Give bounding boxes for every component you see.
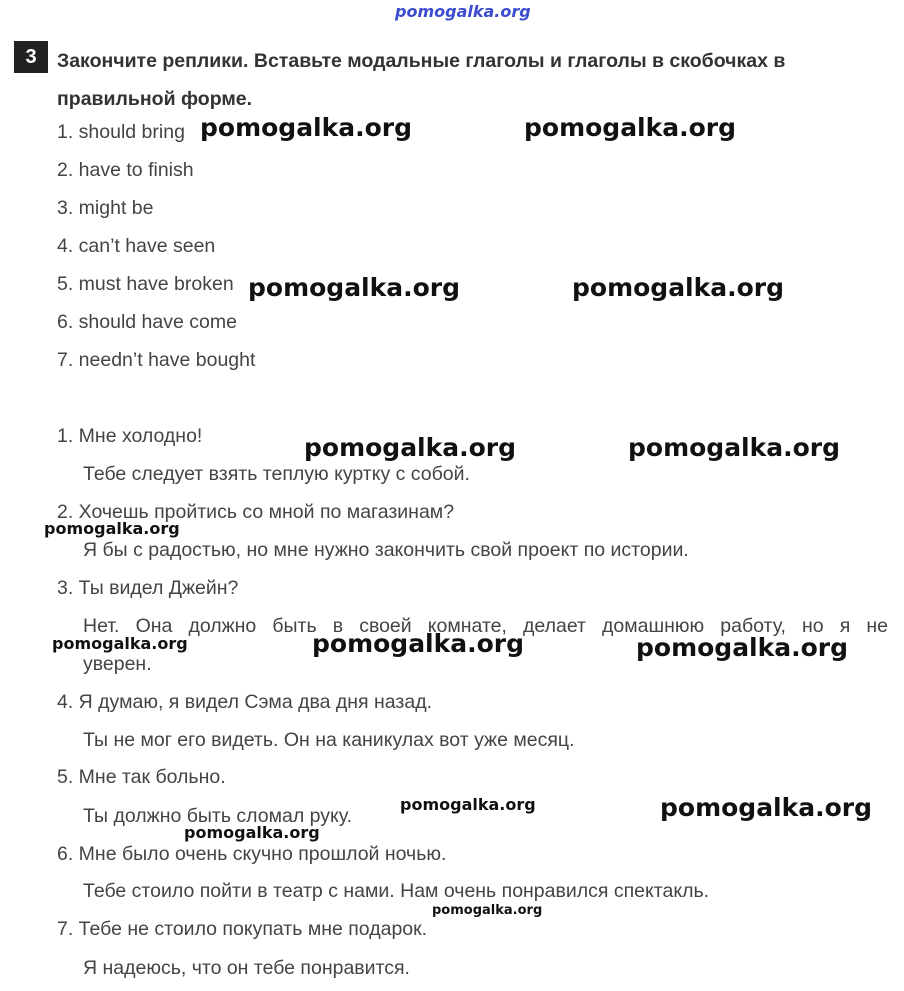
answer-item: 2. have to finish [57,159,194,181]
dialogue-1-question: 1. Мне холодно! [57,425,203,447]
watermark: pomogalka.org [248,273,461,302]
watermark: pomogalka.org [312,629,525,658]
watermark: pomogalka.org [432,903,543,918]
answer-item: 7. needn’t have bought [57,349,256,371]
answer-item: 1. should bring [57,121,185,143]
answer-item: 6. should have come [57,311,237,333]
dialogue-7-question: 7. Тебе не стоило покупать мне подарок. [57,918,428,940]
answer-item: 5. must have broken [57,273,234,295]
exercise-title-line-1: Закончите реплики. Вставьте модальные глаголы и глаголы в скобочках в [57,50,786,72]
dialogue-5-question: 5. Мне так больно. [57,766,226,788]
watermark: pomogalka.org [184,823,320,842]
dialogue-3-question: 3. Ты видел Джейн? [57,577,239,599]
dialogue-4-answer: Ты не мог его видеть. Он на каникулах вот уже месяц. [83,729,575,751]
dialogue-2-answer: Я бы с радостью, но мне нужно закончить свой проект по истории. [83,539,689,561]
exercise-number-badge: 3 [14,41,48,73]
watermark: pomogalka.org [200,113,413,142]
watermark: pomogalka.org [304,433,517,462]
watermark: pomogalka.org [400,795,536,814]
watermark: pomogalka.org [660,793,873,822]
answer-item: 4. can’t have seen [57,235,216,257]
watermark: pomogalka.org [524,113,737,142]
dialogue-7-answer: Я надеюсь, что он тебе понравится. [83,957,410,979]
dialogue-6-answer: Тебе стоило пойти в театр с нами. Нам очень понравился спектакль. [83,880,710,902]
exercise-title-line-2: правильной форме. [57,88,253,110]
dialogue-6-question: 6. Мне было очень скучно прошлой ночью. [57,843,447,865]
answer-item: 3. might be [57,197,154,219]
dialogue-2-question: 2. Хочешь пройтись со мной по магазинам? [57,501,455,523]
watermark: pomogalka.org [572,273,785,302]
dialogue-3-answer-line-1: Нет. Она должно быть в своей комнате, делает домашнюю работу, но я не [83,615,888,637]
watermark: pomogalka.org [52,634,188,653]
dialogue-4-question: 4. Я думаю, я видел Сэма два дня назад. [57,691,432,713]
exercise-title [57,42,897,118]
dialogue-5-answer: Ты должно быть сломал руку. [83,805,353,827]
watermark: pomogalka.org [628,433,841,462]
dialogue-1-answer: Тебе следует взять теплую куртку с собой. [83,463,470,485]
dialogue-3-answer-line-2: уверен. [83,653,152,675]
watermark: pomogalka.org [636,633,849,662]
watermark: pomogalka.org [44,519,180,538]
site-watermark-top: pomogalka.org [395,2,531,21]
